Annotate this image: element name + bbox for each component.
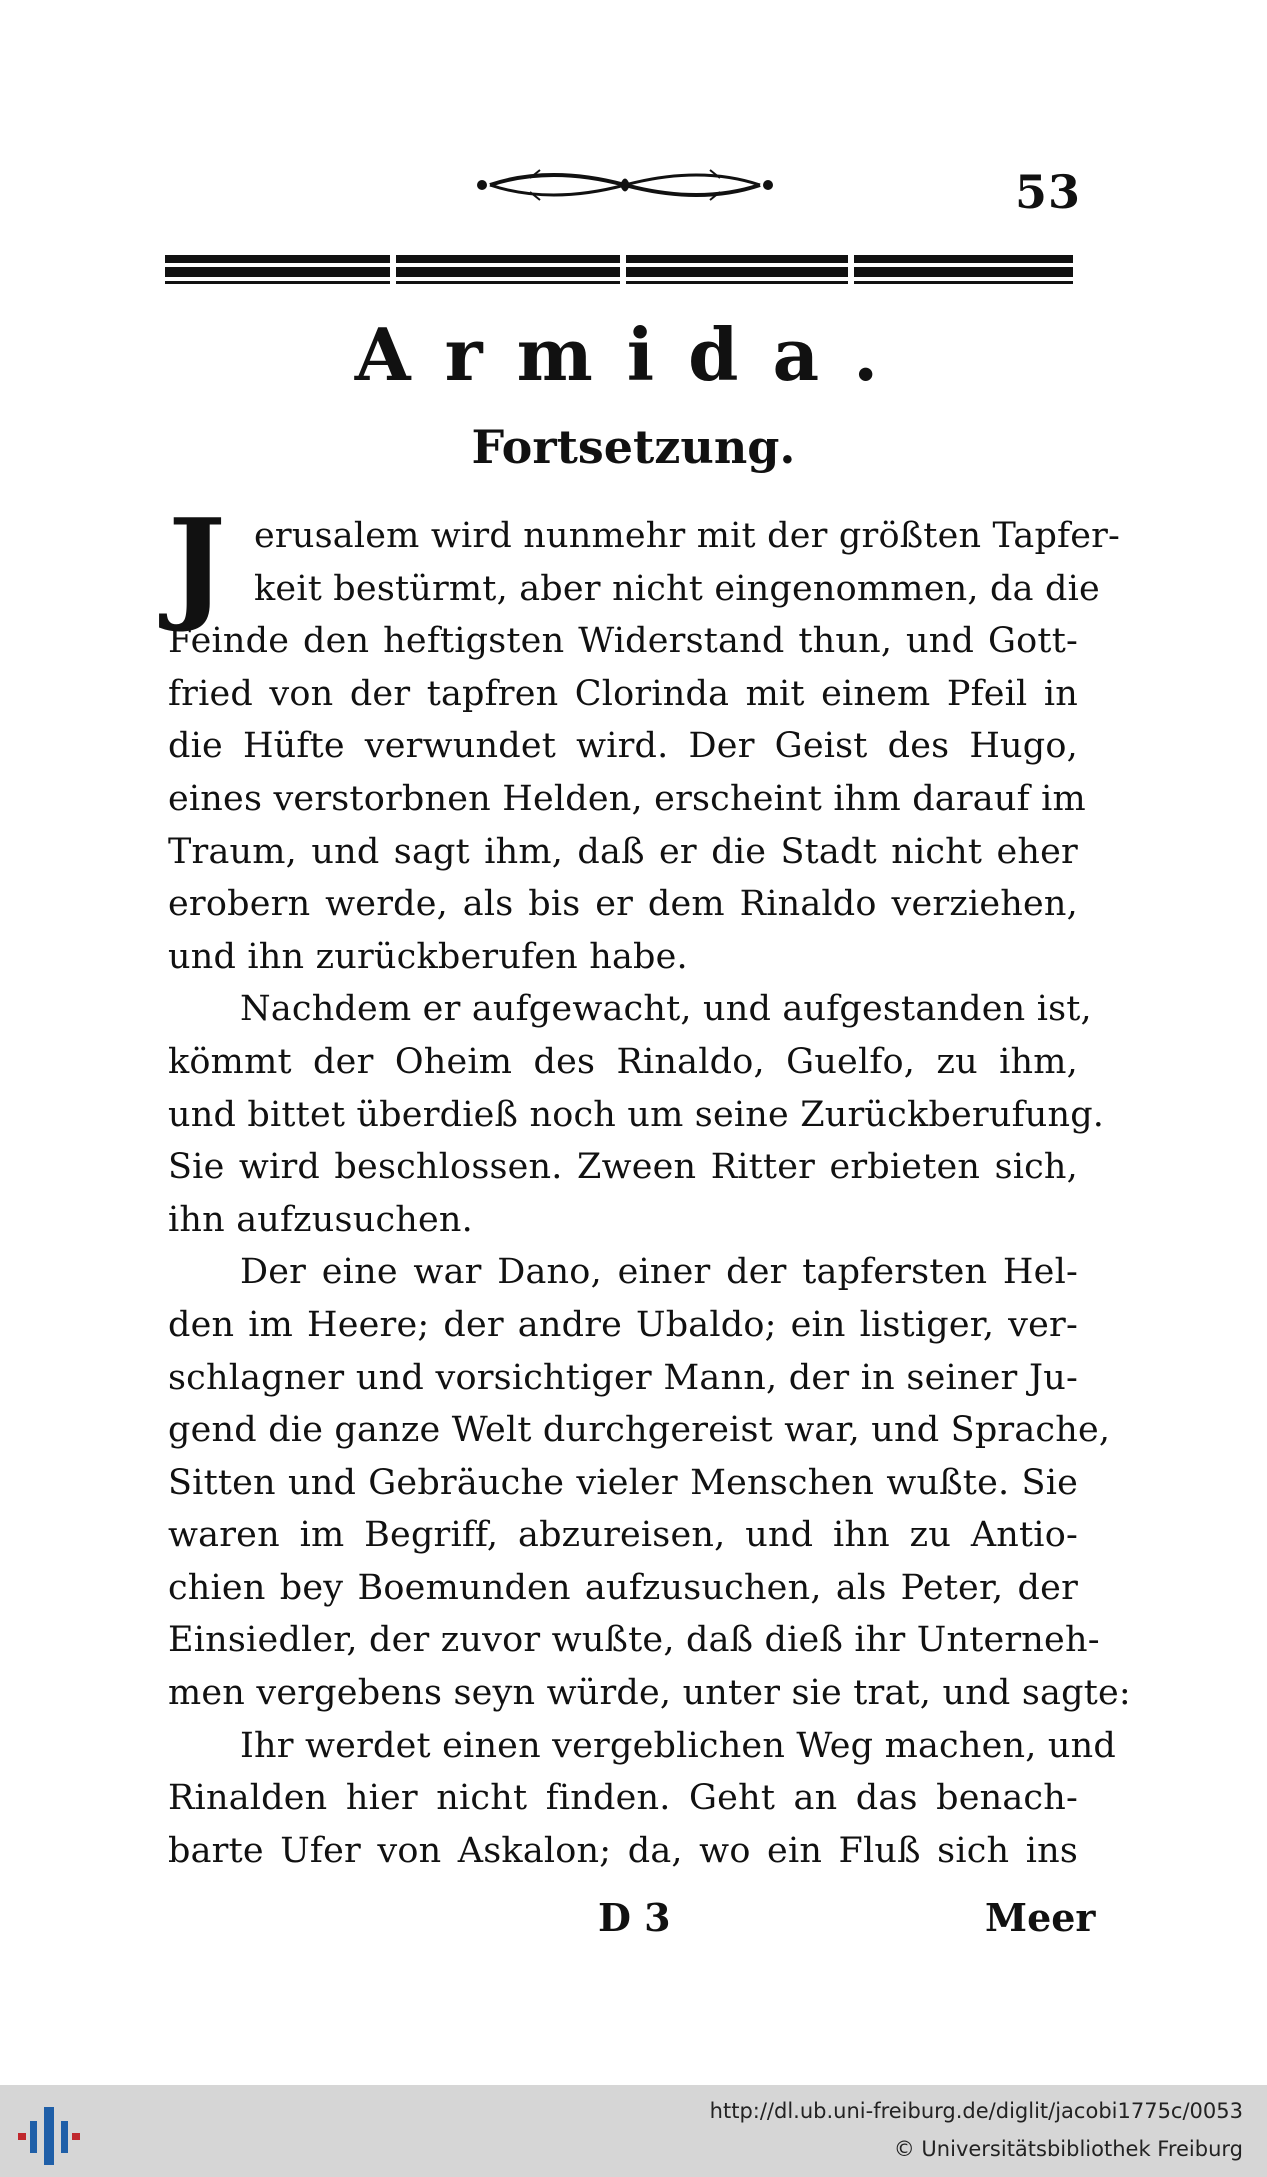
header-rule <box>165 253 1073 287</box>
text-line: gend die ganze Welt durchgereist war, und Sprache, <box>168 1410 1111 1451</box>
text-line: barte Ufer von Askalon; da, wo ein Fluß sich ins <box>168 1830 1078 1871</box>
text-line: Ihr werdet einen vergeblichen Weg machen, und <box>240 1725 1116 1766</box>
source-url-link[interactable]: http://dl.ub.uni-freiburg.de/diglit/jacobi1775c/0053 <box>709 2099 1243 2123</box>
text-line: eines verstorbnen Helden, erscheint ihm darauf im <box>168 778 1086 819</box>
text-line: schlagner und vorsichtiger Mann, der in seiner Ju- <box>168 1357 1078 1398</box>
text-line: Traum, und sagt ihm, daß er die Stadt nicht eher <box>168 831 1078 872</box>
footer-bar <box>0 2085 1267 2177</box>
text-line: Feinde den heftigsten Widerstand thun, und Gott- <box>168 621 1078 662</box>
text-line: erusalem wird nunmehr mit der größten Tapfer- <box>254 516 1121 556</box>
page-number: 53 <box>1015 165 1082 219</box>
text-line: ihn aufzusuchen. <box>168 1199 473 1240</box>
copyright-notice: © Universitätsbibliothek Freiburg <box>893 2137 1243 2161</box>
text-line: Sitten und Gebräuche vieler Menschen wußte. Sie <box>168 1462 1078 1503</box>
floral-vignette-icon <box>470 160 780 210</box>
text-line: die Hüfte verwundet wird. Der Geist des Hugo, <box>168 726 1078 767</box>
text-line: erobern werde, als bis er dem Rinaldo verziehen, <box>168 884 1078 925</box>
text-line: fried von der tapfren Clorinda mit einem Pfeil in <box>168 673 1078 714</box>
library-logo-icon <box>18 2105 80 2167</box>
text-line: men vergebens seyn würde, unter sie trat, und sagte: <box>168 1673 1131 1714</box>
page-subtitle: Fortsetzung. <box>471 420 796 474</box>
text-line: und bittet überdieß noch um seine Zurückberufung. <box>168 1094 1105 1135</box>
text-line: Rinalden hier nicht finden. Geht an das benach- <box>168 1778 1078 1819</box>
body-text <box>168 510 1131 1877</box>
text-line: Sie wird beschlossen. Zween Ritter erbieten sich, <box>168 1147 1078 1188</box>
text-line: Nachdem er aufgewacht, und aufgestanden ist, <box>240 989 1092 1030</box>
text-line: kömmt der Oheim des Rinaldo, Guelfo, zu ihm, <box>168 1041 1078 1082</box>
text-line: Der eine war Dano, einer der tapfersten Hel- <box>240 1252 1078 1293</box>
signature-mark: D 3 <box>598 1895 671 1940</box>
text-line: waren im Begriff, abzureisen, und ihn zu Antio- <box>168 1515 1078 1556</box>
page-title: Armida. <box>354 312 913 397</box>
text-line: chien bey Boemunden aufzusuchen, als Peter, der <box>168 1567 1078 1608</box>
text-line: keit bestürmt, aber nicht eingenommen, da die <box>254 568 1100 609</box>
text-line: und ihn zurückberufen habe. <box>168 936 688 977</box>
text-line: Einsiedler, der zuvor wußte, daß dieß ihr Unterneh- <box>168 1620 1100 1661</box>
text-line: den im Heere; der andre Ubaldo; ein listiger, ver- <box>168 1304 1078 1345</box>
drop-cap: J <box>168 491 226 635</box>
catchword: Meer <box>985 1895 1096 1940</box>
